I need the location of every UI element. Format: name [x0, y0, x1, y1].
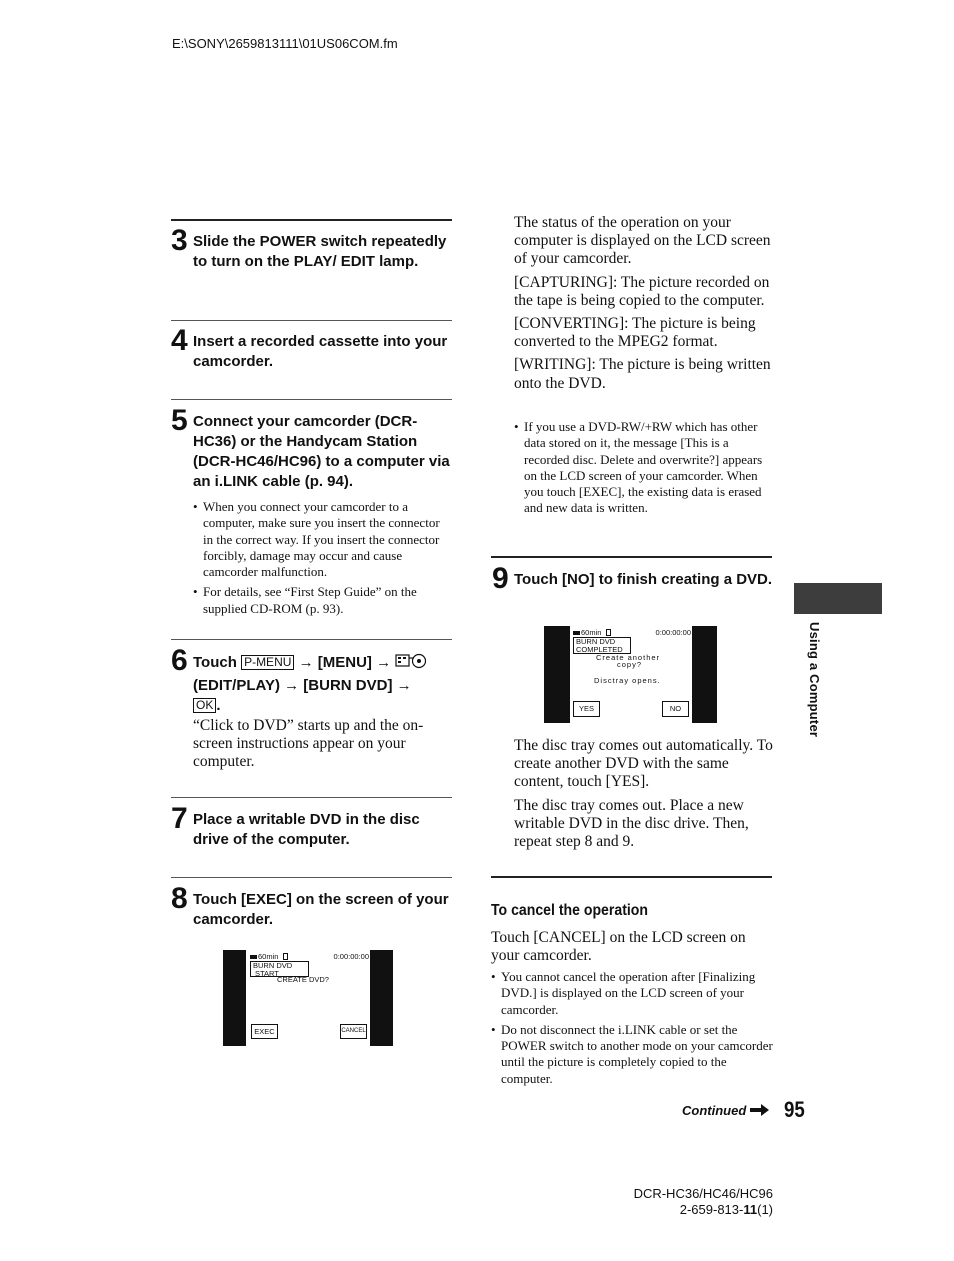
- time-code: 0:00:00:00: [655, 628, 691, 637]
- lcd-display: [570, 626, 692, 723]
- cancel-notes: [491, 969, 773, 1091]
- time-code: 0:00:00:00: [333, 952, 369, 961]
- tape-remaining: 60min: [250, 953, 288, 961]
- section-tab: [794, 583, 882, 614]
- status-line-1: BURN DVD: [253, 961, 293, 970]
- step-title: Place a writable DVD in the disc drive of the computer.: [193, 811, 420, 848]
- page-number: 95: [784, 1097, 805, 1122]
- paragraph: The disc tray comes out. Place a new writable DVD in the disc drive. Then, repeat step 8 and 9.: [514, 796, 749, 851]
- divider: [171, 219, 452, 221]
- cancel-text: [491, 929, 771, 970]
- paragraph: “Click to DVD” starts up and the on-screen instructions appear on your computer.: [193, 717, 424, 771]
- dvd-rw-note: [514, 419, 772, 521]
- step-7: [171, 802, 456, 850]
- edit-play-label: (EDIT/PLAY): [193, 677, 280, 694]
- section-label: Using a Computer: [807, 622, 822, 738]
- yes-button[interactable]: YES: [573, 701, 600, 717]
- list-item: • If you use a DVD-RW/+RW which has other data stored on it, the message [This is a recorded disc. Delete and overwrite?] appears on the LCD screen of your camcorder. When you touch [EXEC], the existing data is erased and new data is written.: [514, 419, 772, 517]
- touch-word: Touch: [193, 654, 237, 671]
- document-footer: [634, 1186, 773, 1218]
- lcd-message: Disctray opens.: [594, 676, 661, 685]
- paragraph: The status of the operation on your computer is displayed on the LCD screen of your camcorder.: [514, 214, 771, 268]
- paragraph: [CONVERTING]: The picture is being converted to the MPEG2 format.: [514, 315, 756, 351]
- step-number: 5: [171, 404, 188, 437]
- step-9: [492, 562, 777, 595]
- step-title: [193, 652, 456, 716]
- step-title: Connect your camcorder (DCR- HC36) or the Handycam Station (DCR-HC46/HC96) to a computer via an i.LINK cable (p. 94).: [193, 413, 450, 490]
- divider: [171, 399, 452, 400]
- status-line-2: COMPLETED: [576, 644, 623, 654]
- paragraph: [CAPTURING]: The picture recorded on the tape is being copied to the computer.: [514, 273, 770, 309]
- divider: [171, 320, 452, 321]
- divider: [171, 877, 452, 878]
- list-item: • Do not disconnect the i.LINK cable or set the POWER switch to another mode on your camcorder until the picture is completely copied to the computer.: [491, 1022, 773, 1087]
- cassette-icon: [250, 955, 257, 959]
- paragraph: [WRITING]: The picture is being written onto the DVD.: [514, 356, 771, 392]
- list-item: • You cannot cancel the operation after [Finalizing DVD.] is displayed on the LCD screen of your camcorder.: [491, 969, 773, 1018]
- status-line-2: START: [255, 968, 279, 978]
- section-heading: To cancel the operation: [491, 902, 648, 919]
- model-number: DCR-HC36/HC46/HC96: [633, 1186, 773, 1201]
- paragraph: The disc tray comes out automatically. To create another DVD with the same content, touch [YES].: [514, 737, 773, 791]
- battery-icon: [606, 629, 611, 636]
- arrow-right-icon: [750, 1104, 770, 1119]
- lcd-screen-create-dvd: [223, 950, 393, 1046]
- step-5-notes: [193, 499, 448, 621]
- step-6-text: [193, 717, 451, 777]
- step-number: 6: [171, 644, 188, 677]
- cancel-button[interactable]: CANCEL: [340, 1024, 367, 1039]
- divider: [171, 797, 452, 798]
- arrow-icon: →: [298, 654, 314, 671]
- list-item: • When you connect your camcorder to a computer, make sure you insert the connector in the correct way. If you insert the connector forcibly, damage may occur and cause camcorder malfunction.: [193, 499, 448, 580]
- lcd-display: [246, 950, 370, 1046]
- lcd-message: CREATE DVD?: [277, 975, 329, 984]
- period: .: [216, 697, 221, 714]
- step-number: 7: [171, 802, 188, 835]
- continued-indicator: [682, 1103, 770, 1119]
- divider: [491, 876, 772, 878]
- step-3: [171, 224, 456, 272]
- step-4: [171, 324, 456, 372]
- arrow-icon: →: [376, 654, 392, 671]
- document-code: 2-659-813-11(1): [679, 1202, 773, 1217]
- ok-button-label: OK: [193, 698, 216, 713]
- tape-remaining: 60min: [573, 629, 611, 637]
- step-title: Touch [EXEC] on the screen of your camcorder.: [193, 891, 449, 928]
- step-number: 9: [492, 562, 509, 595]
- divider: [491, 556, 772, 558]
- no-button[interactable]: NO: [662, 701, 689, 717]
- step-title: Insert a recorded cassette into your camcorder.: [193, 333, 448, 370]
- battery-icon: [283, 953, 288, 960]
- step-number: 3: [171, 224, 188, 257]
- lcd-message: Create another: [596, 653, 661, 662]
- edit-play-icon: [395, 652, 427, 676]
- status-line-1: BURN DVD: [576, 637, 616, 646]
- arrow-icon: →: [284, 677, 300, 694]
- step-number: 8: [171, 882, 188, 915]
- continued-label: Continued: [682, 1103, 747, 1118]
- paragraph: Touch [CANCEL] on the LCD screen on your camcorder.: [491, 929, 746, 965]
- cassette-icon: [573, 631, 580, 635]
- status-description: [514, 214, 776, 398]
- status-box: [573, 637, 631, 654]
- step-number: 4: [171, 324, 188, 357]
- lcd-screen-completed: [544, 626, 717, 723]
- list-item: • For details, see “First Step Guide” on the supplied CD-ROM (p. 93).: [193, 584, 448, 617]
- step-6: [171, 644, 456, 716]
- lcd-message: copy?: [617, 660, 643, 669]
- step-8: [171, 882, 456, 930]
- burn-dvd-label: [BURN DVD]: [303, 677, 393, 694]
- after-step-9: [514, 737, 776, 856]
- arrow-icon: →: [396, 677, 412, 694]
- step-title: Slide the POWER switch repeatedly to turn on the PLAY/ EDIT lamp.: [193, 233, 447, 270]
- p-menu-button-label: P-MENU: [241, 655, 294, 670]
- divider: [171, 639, 452, 640]
- menu-label: [MENU]: [317, 654, 372, 671]
- file-path: E:\SONY\2659813111\01US06COM.fm: [172, 36, 398, 51]
- exec-button[interactable]: EXEC: [251, 1024, 278, 1039]
- step-title: Touch [NO] to finish creating a DVD.: [514, 571, 773, 588]
- step-5: [171, 404, 456, 492]
